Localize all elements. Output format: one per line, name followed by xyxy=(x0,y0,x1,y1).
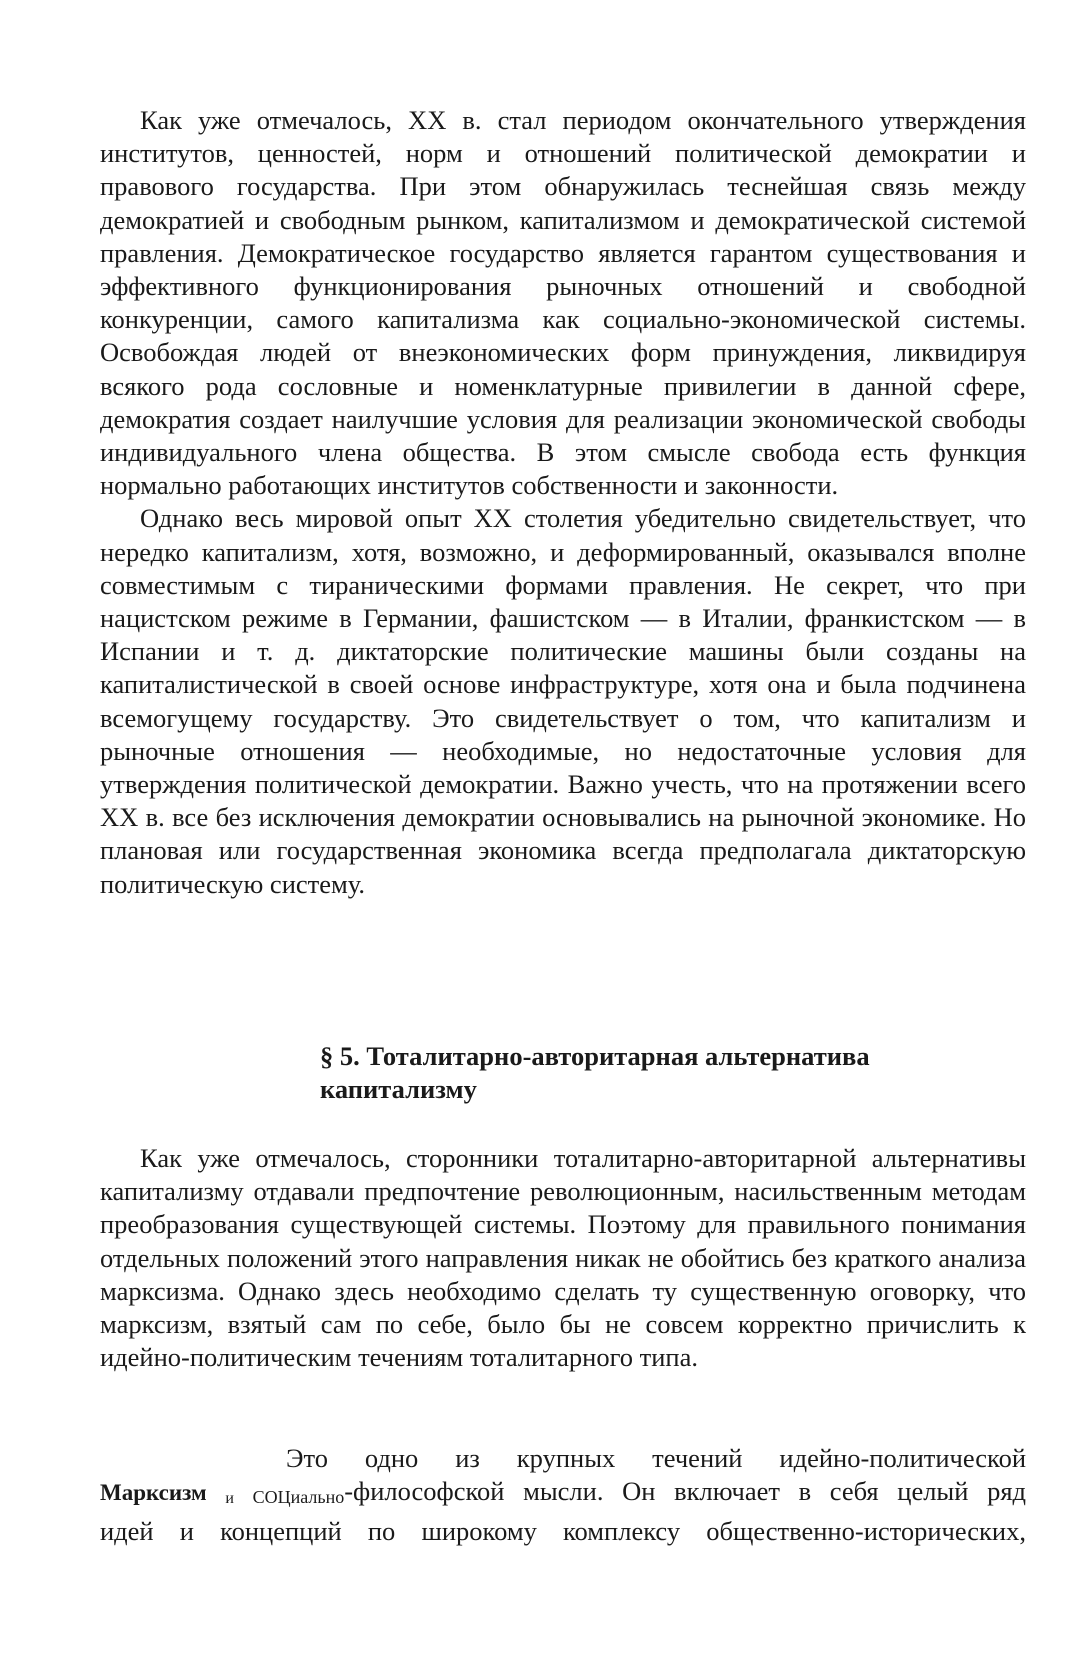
marxism-label-social: СОЦиально xyxy=(252,1487,345,1508)
marxism-label-conj: и xyxy=(225,1490,234,1508)
section-heading xyxy=(320,1040,940,1106)
paragraph-capitalism-tyranny: Однако весь мировой опыт XX столетия убедительно свидетельствует, что нередко капитализм, хотя, возможно, и деформированный, оказывался вполне совместимым с тираническими формами правления. Не секрет, что при нацистском режиме в Германии, фашистском — в Италии, франкистском — в Испании и т. д. диктаторские политические машины были созданы на капиталистической в своей основе инфраструктуре, хотя она и была подчинена всемогущему государству. Это свидетельствует о том, что капитализм и рыночные отношения — необходимые, но недостаточные условия для утверждения политической демократии. Важно учесть, что на протяжении всего XX в. все без исключения демократии основывались на рыночной экономике. Но плановая или государственная экономика всегда предполагала диктаторскую политическую систему. xyxy=(100,503,1026,899)
page-body xyxy=(100,104,1026,901)
paragraph-totalitarian-alternative: Как уже отмечалось, сторонники тоталитарно-авторитарной альтернативы капитализму отдавали предпочтение революционным, насильственным методам преобразования существующей системы. Поэтому для правильного понимания отдельных положений этого направления никак не обойтись без краткого анализа марксизма. Однако здесь необходимо сделать ту существенную оговорку, что марксизм, взятый сам по себе, было бы не совсем корректно причислить к идейно-политическим течениям тоталитарного типа. xyxy=(100,1143,1026,1373)
section-heading-line2: капитализму xyxy=(320,1074,477,1104)
marxism-block xyxy=(100,1442,1026,1549)
marxism-line1: Это одно из крупных течений идейно-политической xyxy=(286,1443,1026,1473)
paragraph-democracy: Как уже отмечалось, XX в. стал периодом окончательного утверждения институтов, ценностей, норм и отношений политической демократии и правового государства. При этом обнаружилась теснейшая связь между демократией и свободным рынком, капитализмом и демократической системой правления. Демократическое государство является гарантом существования и эффективного функционирования рыночных отношений и свободной конкуренции, самого капитализма как социально-экономической системы. Освобождая людей от внеэкономических форм принуждения, ликвидируя всякого рода сословные и номенклатурные привилегии в данной сфере, демократия создает наилучшие условия для реализации экономической свободы индивидуального члена общества. В этом смысле свобода есть функция нормально работающих институтов собственности и законности. xyxy=(100,105,1026,501)
section-heading-line1: § 5. Тоталитарно-авторитарная альтернатива xyxy=(320,1041,870,1071)
marxism-margin-label: Марксизм xyxy=(100,1480,207,1506)
paragraph-block-alternative xyxy=(100,1142,1026,1374)
marxism-line2 xyxy=(100,1475,1026,1515)
marxism-line2-text: -философской мысли. Он включает в себя целый ряд xyxy=(344,1476,1026,1507)
marxism-line3: идей и концепций по широкому комплексу общественно-исторических, xyxy=(100,1516,1026,1547)
